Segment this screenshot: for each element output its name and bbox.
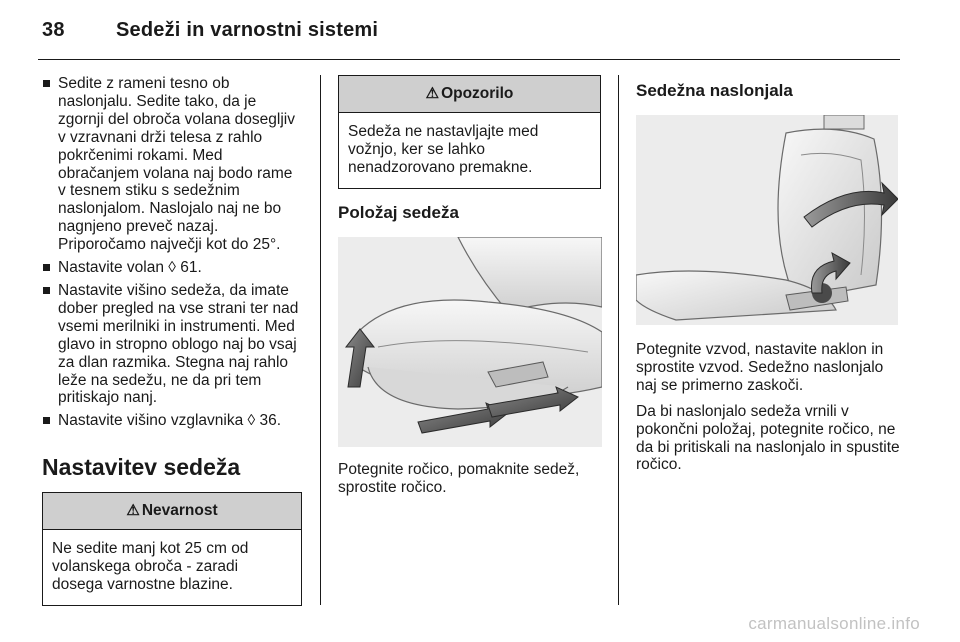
- list-item-text: Nastavite volan ◊ 61.: [58, 259, 202, 277]
- column-3: [636, 75, 904, 482]
- column-divider-1: [320, 75, 321, 605]
- warning-box: [338, 75, 601, 189]
- seat-position-illustration: [338, 237, 602, 447]
- list-item: [42, 412, 304, 430]
- bullet-square-icon: [43, 264, 50, 271]
- bullet-square-icon: [43, 417, 50, 424]
- section-heading: Nastavitev sedeža: [42, 454, 241, 481]
- backrest-illustration: [636, 115, 898, 325]
- page-number: 38: [42, 19, 65, 41]
- seat-position-caption: Potegnite ročico, pomaknite sedež, sprostite ročico.: [338, 460, 580, 496]
- backrest-paragraph-2: Da bi naslonjalo sedeža vrnili v pokončni položaj, potegnite ročico, ne da bi pritiskali na naslonjalo in spustite ročico.: [636, 402, 900, 474]
- danger-box-title: Nevarnost: [141, 502, 218, 520]
- bullet-square-icon: [43, 80, 50, 87]
- list-item-text: Nastavite višino sedeža, da imate dober pregled na vse strani ter nad vsemi merilniki in instrumenti. Med glavo in stropno oblogo naj bo vsaj za dlan razmika. Stegna naj rahlo leže na sedežu, ne da pri tem pritiskajo nanj.: [58, 281, 299, 407]
- warning-box-title: Opozorilo: [441, 85, 514, 102]
- list-item: [42, 259, 304, 277]
- danger-box: [42, 492, 302, 606]
- warning-triangle-icon: ⚠: [425, 85, 440, 102]
- list-item-text: Nastavite višino vzglavnika ◊ 36.: [58, 412, 282, 430]
- bullet-square-icon: [43, 287, 50, 294]
- list-item-text: Sedite z rameni tesno ob naslonjalu. Sedite tako, da je zgornji del obroča volana dosegljiv v vzravnani drži telesa z rahlo pokrčenimi rokami. Med obračanjem volana naj bodo rame v tesnem stiku s sedežnim naslonjalom. Naslojalo naj ne bo nagnjeno preveč nazaj. Priporočamo največji kot do 25°.: [58, 75, 295, 254]
- list-item: [42, 75, 304, 254]
- column-2: [338, 75, 602, 497]
- bullet-list: [42, 75, 304, 430]
- column-1: [42, 75, 304, 606]
- backrest-paragraph-1: Potegnite vzvod, nastavite naklon in sprostite vzvod. Sedežno naslonjalo naj se primerno zaskoči.: [636, 341, 884, 394]
- sub-heading-seat-backrest: Sedežna naslonjala: [636, 81, 793, 100]
- warning-box-header: [339, 76, 600, 113]
- chapter-title: Sedeži in varnostni sistemi: [116, 19, 379, 41]
- sub-heading-seat-position: Položaj sedeža: [338, 202, 459, 222]
- header-rule: [38, 59, 900, 60]
- danger-box-text: Ne sedite manj kot 25 cm od volanskega obroča - zaradi dosega varnostne blazine.: [52, 540, 249, 594]
- warning-triangle-icon: ⚠: [126, 502, 140, 520]
- backrest-recline-illustration: [636, 115, 898, 325]
- seat-slide-illustration: [338, 237, 602, 447]
- danger-box-header: [43, 493, 301, 530]
- warning-box-text: Sedeža ne nastavljajte med vožnjo, ker se lahko nenadzorovano premakne.: [348, 123, 539, 176]
- column-divider-2: [618, 75, 619, 605]
- list-item: [42, 282, 304, 407]
- watermark: carmanualsonline.info: [748, 614, 920, 633]
